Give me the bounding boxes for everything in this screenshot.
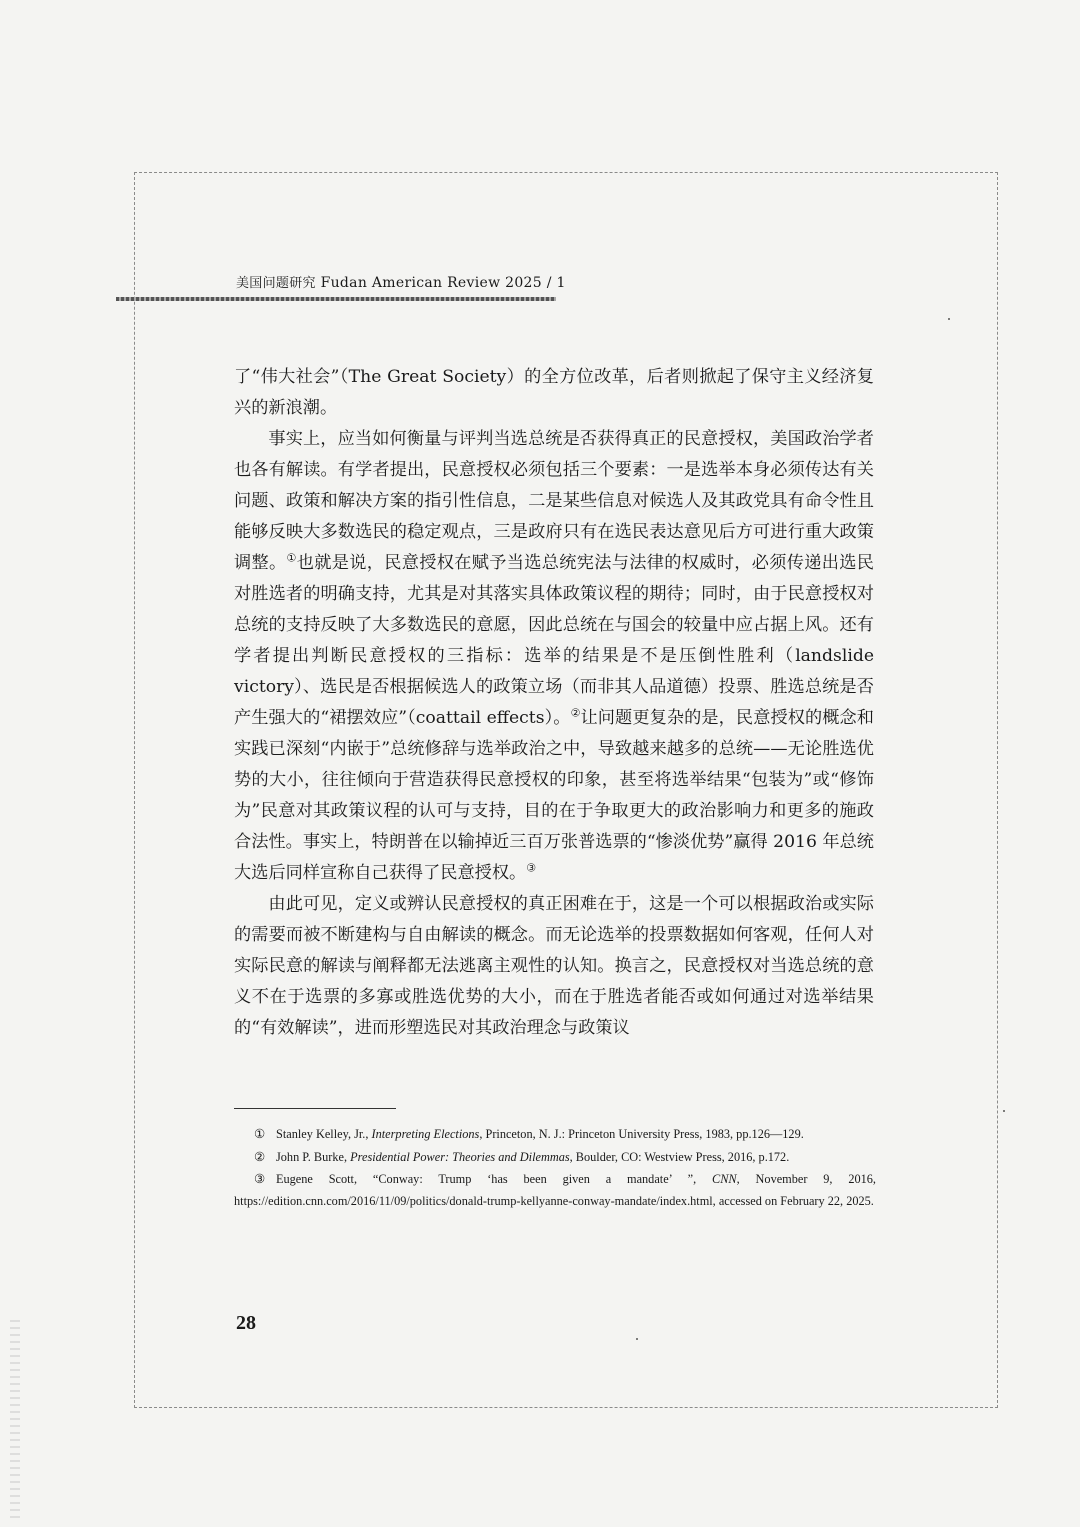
footnote-rule [234,1108,396,1109]
journal-title-cn: 美国问题研究 [236,276,316,291]
footnote-2: ② John P. Burke, Presidential Power: Theories and Dilemmas, Boulder, CO: Westview Press, 2016, p.172. [254,1149,790,1164]
footnotes [234,1124,876,1213]
scan-speck [636,1338,638,1340]
footnote-2-title: Presidential Power: Theories and Dilemmas [350,1149,570,1164]
scan-speck [1003,1110,1005,1112]
header-rule [116,297,556,301]
paragraph-2: 事实上，应当如何衡量与评判当选总统是否获得真正的民意授权，美国政治学者也各有解读。有学者提出，民意授权必须包括三个要素：一是选举本身必须传达有关问题、政策和解决方案的指引性信息，二是某些信息对候选人及其政党具有命令性且能够反映大多数选民的稳定观点，三是政府只有在选民表达意见后方可进行重大政策调整。①也就是说，民意授权在赋予当选总统宪法与法律的权威时，必须传递出选民对胜选者的明确支持，尤其是对其落实具体政策议程的期待；同时，由于民意授权对总统的支持反映了大多数选民的意愿，因此总统在与国会的较量中应占据上风。还有学者提出判断民意授权的三指标：选举的结果是不是压倒性胜利（landslide victory）、选民是否根据候选人的政策立场（而非其人品道德）投票、胜选总统是否产生强大的“裙摆效应”（coattail effects）。②让问题更复杂的是，民意授权的概念和实践已深刻“内嵌于”总统修辞与选举政治之中，导致越来越多的总统——无论胜选优势的大小，往往倾向于营造获得民意授权的印象，甚至将选举结果“包装为”或“修饰为”民意对其政策议程的认可与支持，目的在于争取更大的政治影响力和更多的施政合法性。事实上，特朗普在以输掉近三百万张普选票的“惨淡优势”赢得 2016 年总统大选后同样宣称自己获得了民意授权。③ [234,429,874,883]
main-text [234,362,874,1044]
footnote-3-title: CNN [712,1172,737,1186]
footnote-ref-1[interactable]: ① [286,551,297,565]
scan-edge-noise [10,1320,20,1520]
journal-title-en: Fudan American Review 2025 / 1 [320,275,566,291]
running-header [236,272,566,291]
footnote-1-title: Interpreting Elections [371,1127,480,1141]
paragraph-1: 了“伟大社会”（The Great Society）的全方位改革，后者则掀起了保守主义经济复兴的新浪潮。 [234,367,874,418]
scan-speck [948,318,950,320]
paragraph-3: 由此可见，定义或辨认民意授权的真正困难在于，这是一个可以根据政治或实际的需要而被不断建构与自由解读的概念。而无论选举的投票数据如何客观，任何人对实际民意的解读与阐释都无法逃离主观性的认知。换言之，民意授权对当选总统的意义不在于选票的多寡或胜选优势的大小，而在于胜选者能否或如何通过对选举结果的“有效解读”，进而形塑选民对其政治理念与政策议 [234,894,874,1038]
footnote-3: ③ Eugene Scott, “Conway: Trump ‘has been given a mandate’ ”, CNN, November 9, 2016, https://edition.cnn.com/2016/11/09/politics/donald-trump-kellyanne-conway-mandate/index.html, accessed on February 22, 2025. [234,1172,876,1208]
footnote-ref-3[interactable]: ③ [526,861,537,875]
footnote-1: ① Stanley Kelley, Jr., Interpreting Elections, Princeton, N. J.: Princeton University Press, 1983, pp.126—129. [254,1127,804,1141]
page-number: 28 [236,1312,256,1334]
footnote-ref-2[interactable]: ② [570,706,581,720]
